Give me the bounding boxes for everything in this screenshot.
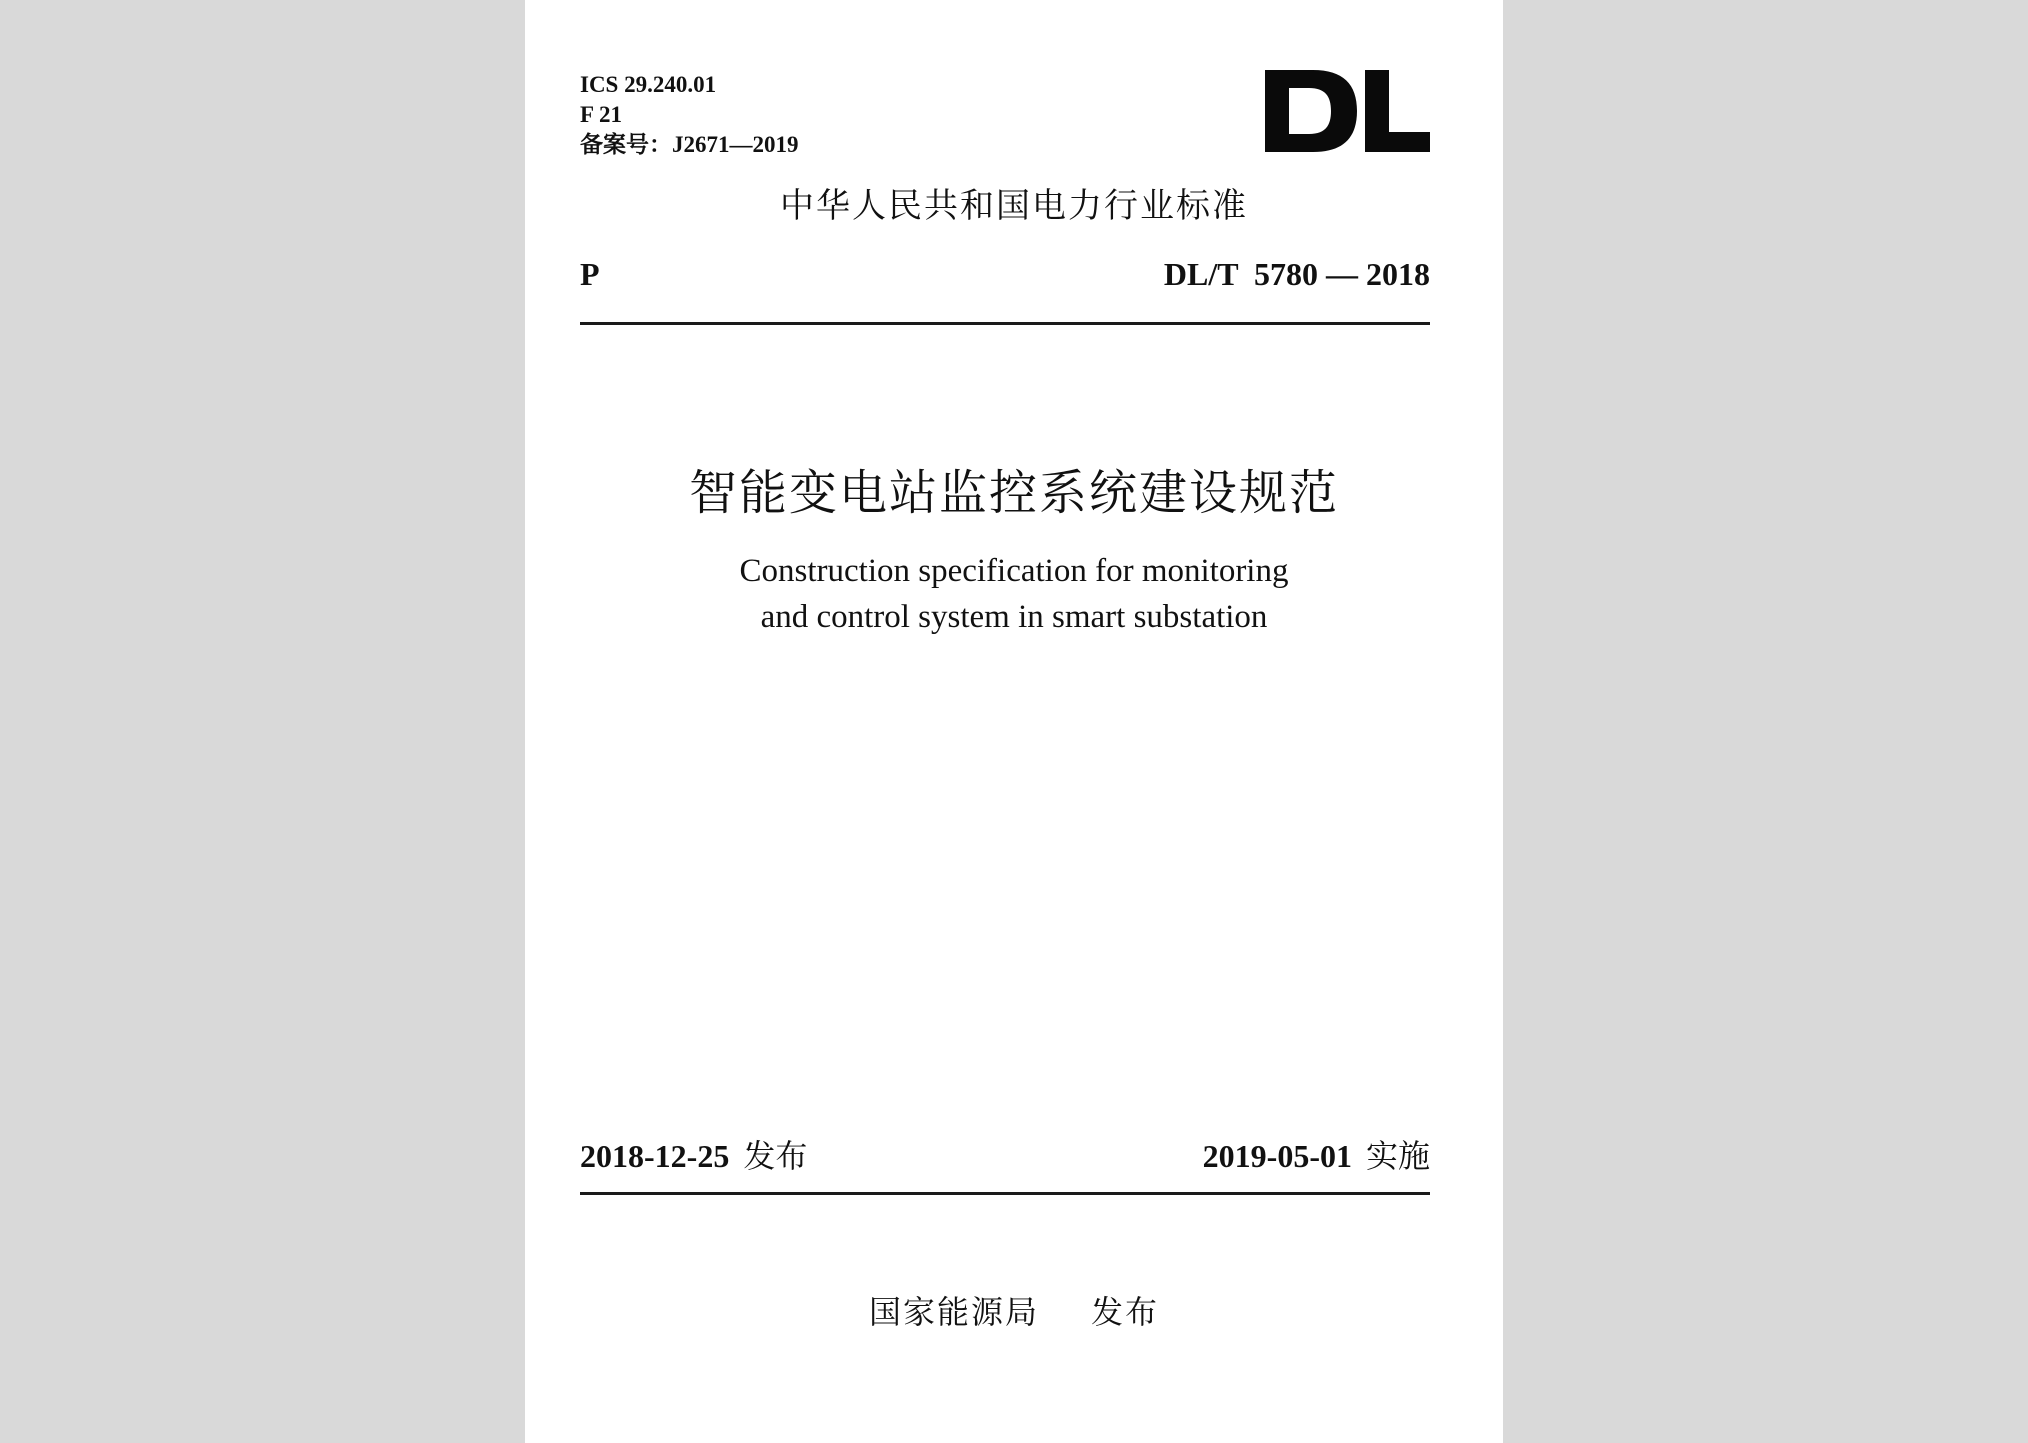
dl-logo-icon: [1265, 70, 1430, 152]
category-letter: P: [580, 256, 600, 292]
issue-date-block: [580, 1136, 807, 1176]
classification-code: F 21: [580, 102, 622, 127]
industry-standard-title: 中华人民共和国电力行业标准: [780, 186, 1248, 226]
issue-date: 2018-12-25: [580, 1138, 730, 1174]
title-chinese: 智能变电站监控系统建设规范: [688, 467, 1339, 520]
filing-number: 备案号：J2671—2019: [580, 132, 799, 157]
implementation-date: 2019-05-01: [1202, 1138, 1352, 1174]
publisher-action: 发布: [1091, 1293, 1160, 1331]
publisher-name: 国家能源局: [868, 1293, 1039, 1331]
title-english-line-2: and control system in smart substation: [760, 599, 1268, 635]
issue-label: 发布: [743, 1137, 808, 1175]
top-divider: [580, 322, 1430, 325]
title-english-line-1: Construction specification for monitoring: [739, 553, 1289, 589]
dl-logo-letter-d: [1265, 70, 1357, 152]
publisher-line: [525, 1290, 1503, 1334]
cover-page: [525, 0, 1503, 1443]
title-english: [525, 548, 1503, 640]
ics-code: ICS 29.240.01: [580, 72, 717, 97]
implementation-label: 实施: [1365, 1137, 1430, 1175]
standard-number: DL/T 5780 — 2018: [1163, 256, 1430, 292]
dl-logo-letter-l: [1365, 70, 1430, 152]
bottom-divider: [580, 1192, 1430, 1195]
implementation-date-block: [1203, 1136, 1430, 1176]
